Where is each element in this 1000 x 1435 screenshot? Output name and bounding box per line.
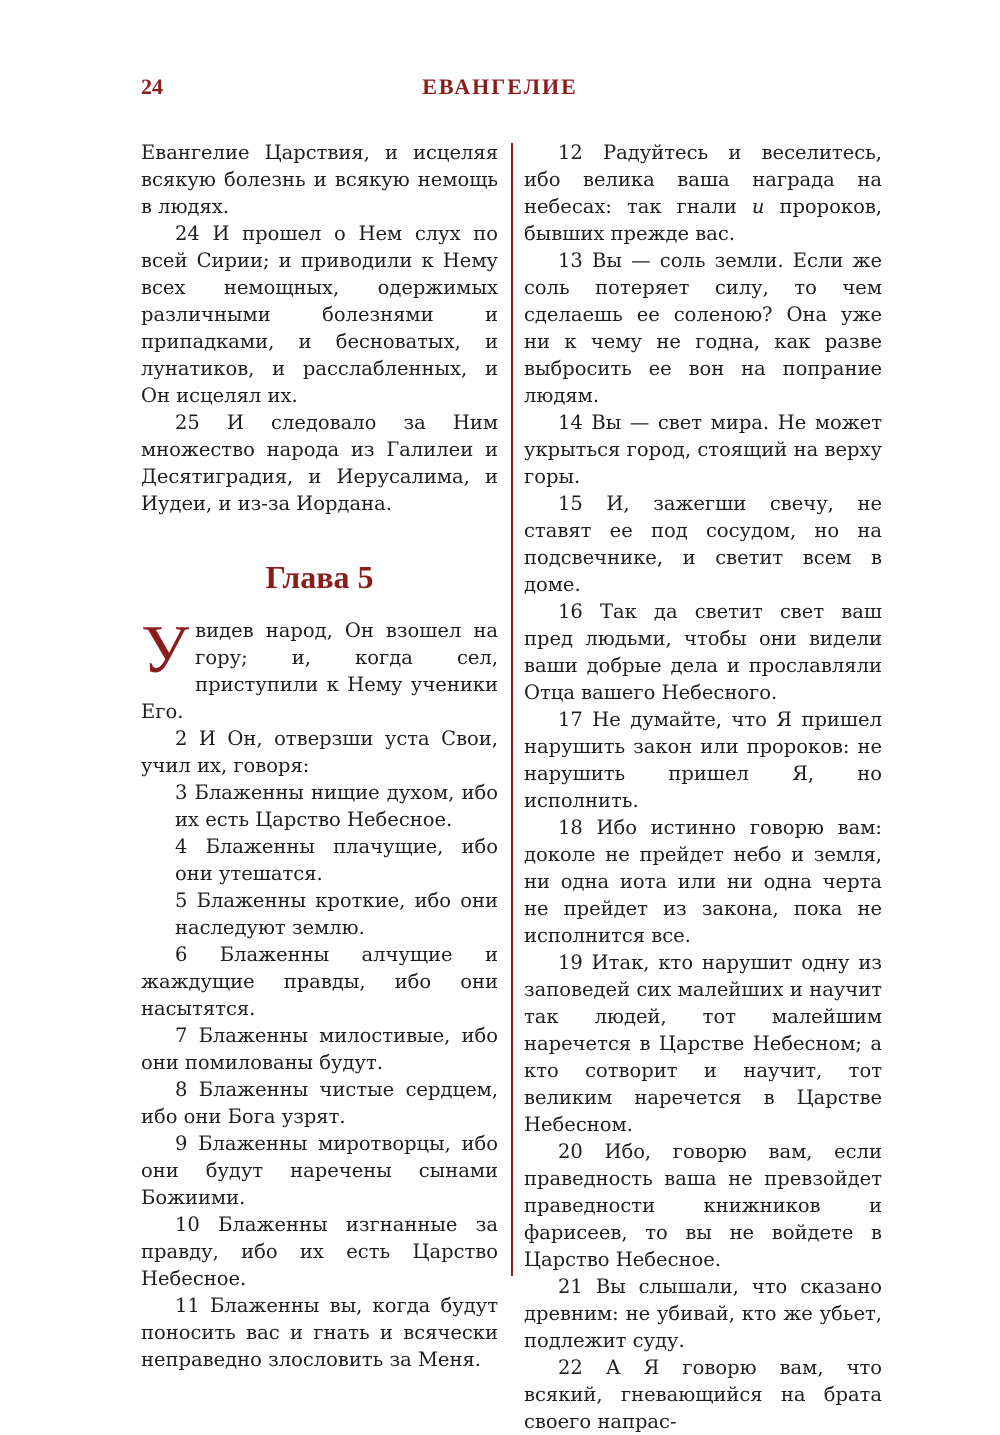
verse-9: 9 Блаженны миротворцы, ибо они будут наречены сынами Божиими. bbox=[141, 1132, 498, 1209]
verse-21: 21 Вы слышали, что сказано древним: не убивай, кто же убьет, подлежит суду. bbox=[524, 1275, 882, 1352]
verse-20: 20 Ибо, говорю вам, если праведность ваша не превзойдет праведности книжников и фарисеев, то вы не войдете в Царство Небесное. bbox=[524, 1140, 882, 1271]
verse-12 bbox=[524, 139, 882, 247]
page-number: 24 bbox=[141, 74, 163, 99]
verse-24: 24 И прошел о Нем слух по всей Сирии; и приводили к Нему всех немощных, одержимых различными болезнями и припадками, и бесноватых, и лунатиков, и расслабленных, и Он исцелял их. bbox=[141, 222, 498, 407]
verse-1-text: видев народ, Он взошел на гору; и, когда сел, приступили к Нему ученики Его. bbox=[141, 619, 498, 723]
verse-14: 14 Вы — свет мира. Не может укрыться город, стоящий на верху горы. bbox=[524, 411, 882, 488]
verse-17: 17 Не думайте, что Я пришел нарушить закон или пророков: не нарушить пришел Я, но исполнить. bbox=[524, 708, 882, 812]
verse-13: 13 Вы — соль земли. Если же соль потеряет силу, то чем сделаешь ее соленою? Она уже ни к чему не годна, как разве выбросить ее вон на попрание людям. bbox=[524, 249, 882, 407]
verse-12-text-b: пророков, бывших прежде вас. bbox=[524, 195, 882, 245]
verse-2: 2 И Он, отверзши уста Свои, учил их, говоря: bbox=[141, 727, 498, 777]
verse-16: 16 Так да светит свет ваш пред людьми, чтобы они видели ваши добрые дела и прославляли Отца вашего Небесного. bbox=[524, 600, 882, 704]
drop-cap: У bbox=[141, 611, 190, 687]
left-column bbox=[141, 139, 498, 1373]
verse-7: 7 Блаженны милостивые, ибо они помилованы будут. bbox=[141, 1024, 498, 1074]
verse-25: 25 И следовало за Ним множество народа из Галилеи и Десятиградия, и Иерусалима, и Иудеи, и из-за Иордана. bbox=[141, 411, 498, 515]
verse-19: 19 Итак, кто нарушит одну из заповедей сих малейших и научит так людей, тот малейшим наречется в Царстве Небесном; а кто сотворит и научит, тот великим наречется в Царстве Небесном. bbox=[524, 951, 882, 1136]
chapter-title: Глава 5 bbox=[265, 559, 374, 595]
verse-18: 18 Ибо истинно говорю вам: доколе не прейдет небо и земля, ни одна иота или ни одна черта не прейдет из закона, пока не исполнится все. bbox=[524, 816, 882, 947]
column-divider bbox=[511, 143, 513, 1276]
verse-4: 4 Блаженны плачущие, ибо они утешатся. bbox=[175, 835, 498, 885]
verse-3: 3 Блаженны нищие духом, ибо их есть Царство Небесное. bbox=[175, 781, 498, 831]
right-column bbox=[524, 139, 882, 1435]
running-title: ЕВАНГЕЛИЕ bbox=[422, 74, 578, 99]
verse-continuation: Евангелие Царствия, и исцеляя всякую болезнь и всякую немощь в людях. bbox=[141, 141, 498, 218]
verse-8: 8 Блаженны чистые сердцем, ибо они Бога узрят. bbox=[141, 1078, 498, 1128]
verse-11: 11 Блаженны вы, когда будут поносить вас и гнать и всячески неправедно злословить за Меня. bbox=[141, 1294, 498, 1371]
verse-10: 10 Блаженны изгнанные за правду, ибо их есть Царство Небесное. bbox=[141, 1213, 498, 1290]
verse-5: 5 Блаженны кроткие, ибо они наследуют землю. bbox=[175, 889, 498, 939]
verse-6: 6 Блаженны алчущие и жаждущие правды, ибо они насытятся. bbox=[141, 943, 498, 1020]
verse-12-text-a: 12 Радуйтесь и веселитесь, ибо велика ваша награда на небесах: так гнали bbox=[524, 141, 882, 218]
verse-15: 15 И, зажегши свечу, не ставят ее под сосудом, но на подсвечнике, и светит всем в доме. bbox=[524, 492, 882, 596]
verse-12-italic: и bbox=[751, 195, 765, 218]
verse-22: 22 А Я говорю вам, что всякий, гневающийся на брата своего напрас- bbox=[524, 1356, 882, 1433]
verse-1 bbox=[141, 611, 498, 725]
